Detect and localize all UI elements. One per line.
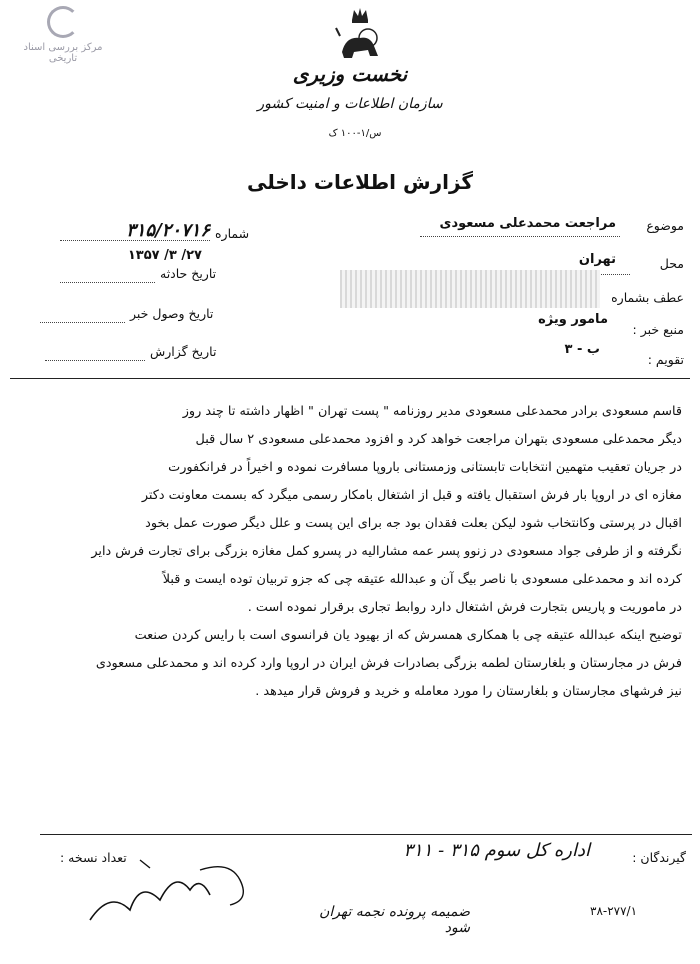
form-number: ۳۸-۲۷۷/۱ xyxy=(590,904,638,918)
event-date-line xyxy=(60,282,155,283)
source-value: مامور ویژه xyxy=(538,312,608,327)
body-line: در جریان تعقیب متهمین انتخابات تابستانی وزمستانی باروپا مسافرت نموده و اخیراً در فرانکفورت xyxy=(168,460,682,475)
reference-label: عطف بشماره xyxy=(611,290,684,305)
body-line: نیز فرشهای مجارستان و بلغارستان را مورد معامله و خرید و فروش قرار میدهد . xyxy=(255,684,682,699)
signature-icon xyxy=(80,850,260,930)
number-label: شماره xyxy=(215,226,250,241)
archive-logo-icon xyxy=(47,6,79,38)
archive-watermark xyxy=(8,6,118,64)
watermark-text: مرکز بررسی اسناد تاریخی xyxy=(23,42,103,64)
body-line: دیگر محمدعلی مسعودی بتهران مراجعت خواهد کرد و افزود محمدعلی مسعودی ۲ سال قبل xyxy=(195,432,682,447)
location-value: تهران xyxy=(578,252,616,267)
event-date-label: تاریخ حادثه xyxy=(160,266,217,281)
recipients-value: اداره کل سوم ۳۱۵ - ۳۱۱ xyxy=(403,840,590,861)
number-date: ۲۷/ ۳/ ۱۳۵۷ xyxy=(127,248,202,263)
organization-heading: سازمان اطلاعات و امنیت کشور xyxy=(257,96,443,112)
subject-value: مراجعت محمدعلی مسعودی xyxy=(439,216,616,231)
redacted-block xyxy=(340,270,600,308)
body-line: توضیح اینکه عبدالله عتیقه چی با همکاری همسرش که از بهیود یان فرانسوی است با رایس کردن صنعت xyxy=(134,628,682,643)
body-line: اقبال در پرستی وکانتخاب شود لیکن بعلت فقدان بود جه برای این پست و علل دیگر صورت عمل بخود xyxy=(145,516,682,531)
number-value: ۳۱۵/۲۰۷۱۶ xyxy=(126,220,210,241)
ministry-heading: نخست وزیری xyxy=(292,62,408,86)
location-label: محل xyxy=(659,256,684,271)
body-line: فرش در مجارستان و بلغارستان لطمه بزرگی بصادرات فرش ایران در اروپا وارد کرده اند و محمدعلی مسعودی xyxy=(95,656,682,671)
receipt-date-label: تاریخ وصول خبر xyxy=(130,306,214,321)
number-line xyxy=(60,240,210,241)
body-line: مغازه ای در اروپا بار فرش استقبال یافته و قبل از اشتغال بامکار رسمی میگرد که بسمت معاونت دکتر xyxy=(141,488,682,503)
header-divider xyxy=(10,378,690,379)
calendar-value: ب - ۳ xyxy=(564,342,600,357)
body-line: کرده اند و محمدعلی مسعودی با ناصر بیگ آن و عبدالله عتیقه چی که جزو تربیان توده ایست و قبلاً xyxy=(162,572,682,587)
recipients-label: گیرندگان : xyxy=(632,850,686,865)
source-label: منبع خبر : xyxy=(632,322,684,337)
receipt-date-line xyxy=(40,322,125,323)
body-line: نگرفته و از طرفی جواد مسعودی در زنوو پسر عمه مشارالیه در پسرو کمل مغازه بزرگی برای تجارت فرش دایر xyxy=(91,544,682,559)
calendar-label: تقویم : xyxy=(647,352,684,367)
body-line: قاسم مسعودی برادر محمدعلی مسعودی مدیر روزنامه " پست تهران " اظهار داشته تا چند روز xyxy=(182,404,682,419)
subject-line xyxy=(420,236,620,237)
handwritten-annotation: ضمیمه پرونده نجمه تهران شود xyxy=(319,904,470,936)
form-code: س/۱-۱۰۰ ک xyxy=(328,128,382,139)
subject-label: موضوع xyxy=(646,218,684,233)
body-line: در ماموریت و پاریس بتجارت فرش اشتغال دارد روابط تجاری برقرار نموده است . xyxy=(247,600,682,615)
copies-label: تعداد نسخه : xyxy=(60,850,127,865)
report-body xyxy=(50,398,682,706)
report-title: گزارش اطلاعات داخلی xyxy=(246,170,474,194)
footer-divider xyxy=(40,834,692,835)
lion-and-sun-emblem-icon xyxy=(330,6,390,64)
report-date-line xyxy=(45,360,145,361)
report-date-label: تاریخ گزارش xyxy=(150,344,217,359)
